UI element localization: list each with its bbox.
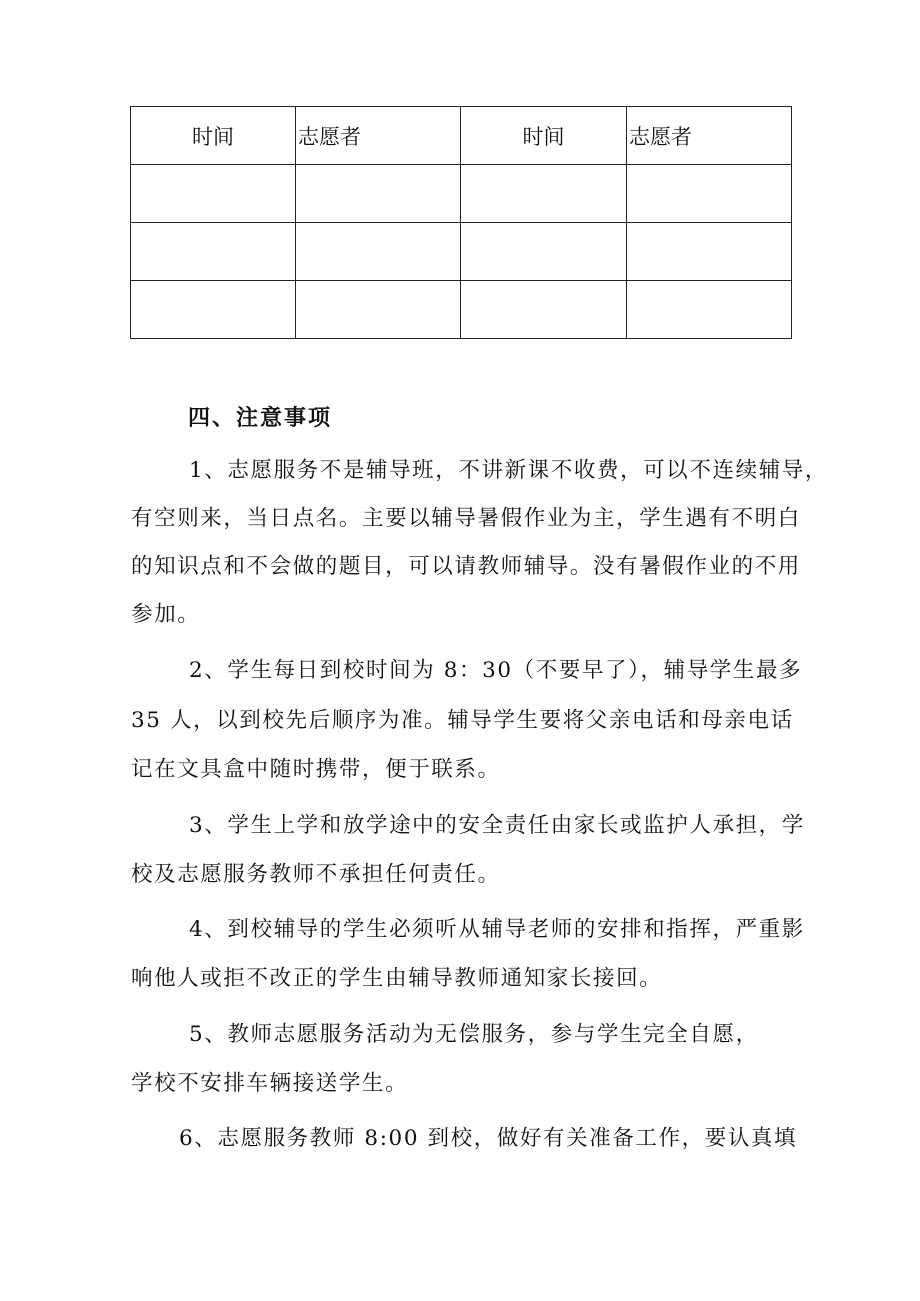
- header-volunteer-1: 志愿者: [296, 107, 461, 165]
- notice-3-line-2: 校及志愿服务教师不承担任何责任。: [131, 862, 501, 887]
- notice-6-line-1: 6、志愿服务教师 8:00 到校，做好有关准备工作，要认真填: [179, 1126, 798, 1151]
- header-time-2: 时间: [461, 107, 627, 165]
- notice-4-line-1: 4、到校辅导的学生必须听从辅导老师的安排和指挥，严重影: [189, 917, 805, 942]
- notice-5-line-2: 学校不安排车辆接送学生。: [131, 1071, 409, 1096]
- notice-1-line-2: 有空则来，当日点名。主要以辅导暑假作业为主，学生遇有不明白: [131, 506, 801, 531]
- table-cell: [131, 165, 296, 223]
- notice-5-line-1: 5、教师志愿服务活动为无偿服务，参与学生完全自愿，: [189, 1022, 759, 1047]
- notice-2-line-2: 35 人，以到校先后顺序为准。辅导学生要将父亲电话和母亲电话: [131, 708, 794, 733]
- table-cell: [296, 165, 461, 223]
- header-time-1: 时间: [131, 107, 296, 165]
- table-cell: [461, 223, 627, 281]
- table-cell: [131, 281, 296, 339]
- header-volunteer-2: 志愿者: [627, 107, 792, 165]
- volunteer-schedule-table: [130, 106, 792, 339]
- table-cell: [627, 281, 792, 339]
- table-header-row: [131, 107, 792, 165]
- notice-1-line-1: 1、志愿服务不是辅导班，不讲新课不收费，可以不连续辅导，: [189, 458, 828, 483]
- table-cell: [131, 223, 296, 281]
- notice-2-line-3: 记在文具盒中随时携带，便于联系。: [131, 757, 501, 782]
- notice-1-line-3: 的知识点和不会做的题目，可以请教师辅导。没有暑假作业的不用: [131, 554, 801, 579]
- table-row: [131, 281, 792, 339]
- notice-2-line-1: 2、学生每日到校时间为 8：30（不要早了），辅导学生最多: [189, 658, 803, 683]
- section-heading: 四、注意事项: [188, 405, 333, 431]
- table-cell: [461, 281, 627, 339]
- table-cell: [627, 223, 792, 281]
- notice-3-line-1: 3、学生上学和放学途中的安全责任由家长或监护人承担，学: [189, 813, 805, 838]
- table-row: [131, 165, 792, 223]
- table-cell: [296, 223, 461, 281]
- table-cell: [461, 165, 627, 223]
- notice-1-line-4: 参加。: [131, 602, 201, 627]
- table-cell: [627, 165, 792, 223]
- notice-4-line-2: 响他人或拒不改正的学生由辅导教师通知家长接回。: [131, 966, 663, 991]
- table-cell: [296, 281, 461, 339]
- table-row: [131, 223, 792, 281]
